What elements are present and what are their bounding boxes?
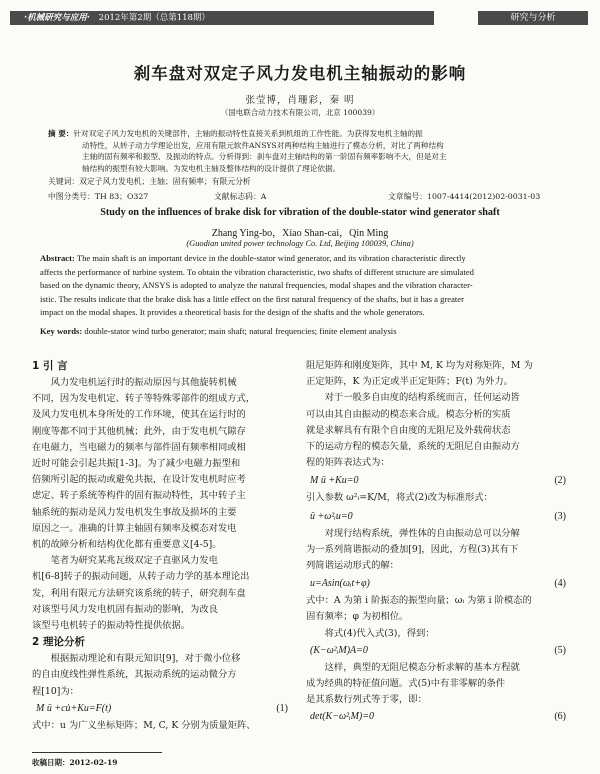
received-date: 收稿日期：2012-02-19	[32, 758, 118, 767]
paragraph-line: 正定矩阵，K 为正定或半正定矩阵；F(t) 为外力。	[306, 376, 513, 388]
authors-cn: 张莹博，肖珊彩，秦 明	[245, 95, 355, 106]
paragraph-line: 该型号电机转子的振动特性提供依据。	[32, 620, 191, 632]
paper-title-en: Study on the influences of brake disk for vibration of the double-stator wind generator shaft	[100, 207, 500, 218]
paragraph-line: 不同，因为发电机定、转子等特殊零部件的组成方式，	[32, 393, 256, 405]
paragraph-line: 倍频所引起的振动或避免共振，在设计发电机时应考	[32, 474, 246, 486]
left-column	[32, 358, 292, 734]
equation-1: M ü +cu̇+Ku=F(t)	[36, 702, 112, 714]
abstract-cn-line: 针对双定子风力发电机的关键部件，主轴的振动特性直接关系到机组的工作性能。为获得发电机主轴的振	[73, 129, 423, 138]
paragraph-line: 对该型号风力发电机固有振动的影响，为改良	[32, 603, 218, 615]
paragraph-line: 这样，典型的无阻尼模态分析求解的基本方程就	[306, 661, 520, 673]
equation-6-row	[306, 708, 570, 726]
equation-5-row	[306, 642, 570, 660]
article-number: 文章编号：1007-4414(2012)02-0031-03	[388, 192, 541, 201]
paragraph-line: 下的运动方程的模态矢量，系统的无阻尼自由振动方	[306, 441, 520, 453]
equation-1-number: (1)	[276, 702, 288, 714]
equation-2-number: (2)	[554, 475, 566, 487]
paragraph-line: 程的矩阵表达式为：	[306, 457, 390, 469]
paragraph-line: 对于一般多自由度的结构系统而言，任何运动皆	[306, 392, 520, 404]
paragraph-line: 式中：A 为第 i 阶振态的振型向量；ωᵢ 为第 i 阶模态的	[306, 595, 532, 607]
paragraph-line: 及风力发电机本身所处的工作环境，使其在运行时的	[32, 409, 246, 421]
equation-2: M ü +Ku=0	[310, 475, 359, 487]
paragraph-line: 是其系数行列式等于零，即：	[306, 694, 427, 706]
keywords-en-text: double-stator wind turbo generator; main shaft; natural frequencies; finite element analysis	[82, 326, 397, 336]
right-column	[306, 358, 570, 726]
abstract-en-line: based on the dynamic theory, ANSYS is adopted to analyze the natural frequencies, modal shapes and the vibration character-	[40, 280, 473, 291]
paragraph-line: 就是求解具有有限个自由度的无阻尼及外载荷状态	[306, 424, 511, 436]
paragraph-line: 根据振动理论和有限元知识[9]，对于微小位移	[32, 653, 241, 665]
paragraph-line: 列简谐运动形式的解：	[306, 560, 399, 572]
paragraph-line: 虑定、转子系统等构件的固有振动特性，其中转子主	[32, 490, 246, 502]
paragraph-line: 对现行结构系统，弹性体的自由振动总可以分解	[306, 527, 520, 539]
abstract-en-line: The main shaft is an important device in the double-stator wind generator, and its vibration characteristic directly	[74, 253, 466, 263]
equation-6: det(K−ω²ᵢM)=0	[310, 711, 375, 723]
paragraph-line: 成为经典的特征值问题。式(5)中有非零解的条件	[306, 678, 506, 690]
affiliation-en: (Guodian united power technology Co. Ltd, Beijing 100039, China)	[186, 239, 414, 248]
equation-3-row	[306, 507, 570, 526]
section-label: 研究与分析	[478, 11, 588, 25]
paper-title-cn: 刹车盘对双定子风力发电机主轴振动的影响	[133, 64, 467, 83]
paragraph-line: 轴系统的振动是风力发电机发生事故及损坏的主要	[32, 506, 237, 518]
abstract-en-label: Abstract:	[40, 253, 75, 263]
equation-4-row	[306, 574, 570, 593]
equation-3: ü +ω²ᵢu=0	[310, 510, 353, 522]
section-heading-introduction: 1 引 言	[32, 360, 68, 372]
issue-info: 2012年第2期（总第118期）	[98, 13, 210, 23]
equation-2-row	[306, 471, 570, 490]
paragraph-line: 机的故障分析和结构优化都有重要意义[4-5]。	[32, 539, 222, 551]
footnote-rule	[32, 752, 162, 753]
equation-4-number: (4)	[554, 578, 566, 590]
authors-en: Zhang Ying-bo，Xiao Shan-cai，Qin Ming	[211, 228, 389, 239]
paragraph-line: 为一系列简谐振动的叠加[9]，因此，方程(3)其有下	[306, 543, 519, 555]
paragraph-line: 可以由其自由振动的模态来合成。模态分析的实质	[306, 408, 511, 420]
journal-name: ·机械研究与应用·	[24, 13, 90, 23]
equation-5: (K−ω²ᵢM)A=0	[310, 644, 368, 656]
paragraph-line: 机[6-8]转子的振动问题，从转子动力学的基本理论出	[32, 571, 250, 583]
section-heading-theory: 2 理论分析	[32, 636, 85, 649]
abstract-cn-line: 动特性，从转子动力学理论出发，应用有限元软件ANSYS对两种结构主轴进行了模态分析，对比了两种结构	[82, 140, 444, 150]
keywords-cn: 关键词：双定子风力发电机；主轴；固有频率；有限元分析	[48, 177, 251, 186]
paragraph-line: 近时可能会引起共振[1-3]。为了减少电磁力振型和	[32, 458, 241, 470]
abstract-en-line: affects the performance of turbine system. To obtain the vibration characteristic, two shafts of different structure are simulated	[40, 266, 474, 277]
equation-5-number: (5)	[554, 644, 566, 656]
paragraph-line: 风力发电机运行时的振动原因与其他旋转机械	[32, 377, 237, 388]
paragraph-line: 刚度等都不同于其他机械；此外，由于发电机气隙存	[32, 425, 246, 437]
paragraph-line: 将式(4)代入式(3)，得到：	[306, 627, 435, 639]
equation-1-row	[32, 700, 292, 718]
clc-number: 中图分类号：TH 83；O327	[48, 192, 149, 201]
doc-code: 文献标志码：A	[214, 192, 267, 201]
paragraph-line: 程[10]为：	[32, 685, 79, 697]
paragraph-line: 原因之一。准确的计算主轴固有频率及模态对发电	[32, 522, 237, 534]
equation-6-number: (6)	[554, 711, 566, 723]
paragraph-line: 固有频率；φ 为初相位。	[306, 611, 409, 623]
paragraph-line: 的自由度线性弹性系统，其振动系统的运动微分方	[32, 669, 237, 681]
affiliation-cn: （国电联合动力技术有限公司，北京 100039）	[220, 108, 380, 117]
journal-header-bar	[10, 11, 434, 25]
paragraph-line: 发，利用有限元方法研究该系统的转子，研究刹车盘	[32, 587, 246, 599]
paragraph-line: 阻尼矩阵和刚度矩阵，其中 M, K 均为对称矩阵，M 为	[306, 360, 533, 371]
abstract-cn-label: 摘 要：	[48, 129, 74, 138]
abstract-en-line: impact on the modal shapes. It provides a theoretical basis for the design of the shafts and the whole generators.	[40, 307, 425, 318]
paragraph-line: 在电磁力，当电磁力的频率与部件固有频率相同或相	[32, 441, 246, 453]
abstract-cn-line: 主轴的固有频率和振型、及振动的特点。分析得到：刹车盘对主轴结构的第一阶固有频率影响不大，但是对主	[82, 152, 447, 161]
abstract-cn-line: 轴结构的振型有较大影响。为发电机主轴及整体结构的设计提供了理论依据。	[82, 163, 341, 173]
equation-4: u=Asin(ωᵢt+φ)	[310, 578, 370, 590]
keywords-en-label: Key words:	[40, 326, 83, 336]
abstract-en-line: istic. The results indicate that the brake disk has a little effect on the first natural frequency of the shafts, but it has a greater	[40, 293, 464, 304]
equation-3-number: (3)	[554, 510, 566, 522]
paragraph-line: 式中：u 为广义坐标矩阵；M, C, K 分别为质量矩阵、	[32, 719, 256, 731]
paragraph-line: 引入参数 ω²ᵢ=K/M，将式(2)改为标准形式：	[306, 492, 493, 504]
paragraph-line: 笔者为研究某兆瓦级双定子直驱风力发电	[32, 555, 218, 567]
keywords-en	[40, 326, 397, 336]
abstract-en	[40, 252, 580, 320]
abstract-cn	[40, 128, 580, 174]
